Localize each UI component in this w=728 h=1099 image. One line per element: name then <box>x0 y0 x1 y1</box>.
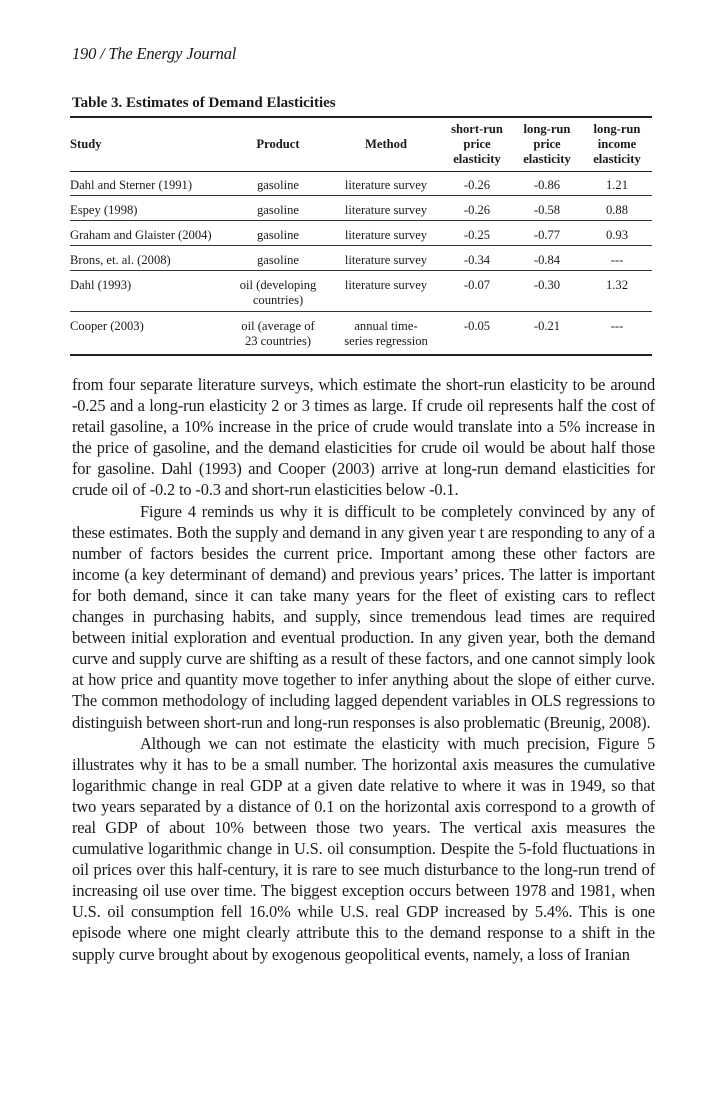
header-method: Method <box>365 136 407 151</box>
cell-method: literature survey <box>330 246 442 271</box>
paragraph: Although we can not estimate the elasticity with much precision, Figure 5 illustrates why it has to be a small number. The horizontal axis measures the cumulative logarithmic change in real GDP at a given date relative to where it was in 1949, so that two years separated by a distance of 0.1 on the horizontal axis correspond to a growth of real GDP of about 10% between those two years. The vertical axis measures the cumulative logarithmic change in U.S. oil consumption. Despite the 5-fold fluctuations in oil prices over this half-century, it is rare to see much disturbance to the long-run trend of increasing oil use over time. The biggest exception occurs between 1978 and 1981, when U.S. oil consumption fell 16.0% while U.S. real GDP increased by 5.4%. This is one episode where one might clearly attribute this to the demand response to a shift in the supply curve brought about by exogenous geopolitical events, namely, a loss of Iranian <box>72 733 655 964</box>
table-bottom-rule <box>70 354 652 356</box>
header-product: Product <box>256 136 300 151</box>
cell-study: Cooper (2003) <box>70 312 226 353</box>
header-long-run-income: long-run income elasticity <box>593 121 641 166</box>
cell-lr-income: 1.21 <box>605 178 629 192</box>
cell-product: gasoline <box>257 178 299 192</box>
table-row <box>70 271 652 312</box>
cell-method: literature survey <box>330 196 442 221</box>
cell-product: oil (developing countries) <box>226 271 330 312</box>
cell-sr-price: -0.07 <box>442 271 512 312</box>
cell-method: annual time- series regression <box>330 312 442 353</box>
table-row <box>70 170 652 196</box>
table-row <box>70 221 652 246</box>
table-header-row <box>70 118 652 170</box>
cell-sr-price: -0.26 <box>463 178 491 192</box>
cell-study: Dahl (1993) <box>70 271 226 312</box>
cell-method: literature survey <box>344 178 428 192</box>
header-study: Study <box>70 136 102 151</box>
table-title: Table 3. Estimates of Demand Elasticities <box>72 95 336 111</box>
cell-lr-price: -0.77 <box>512 221 582 246</box>
running-head: 190 / The Energy Journal <box>72 44 237 63</box>
table-row <box>70 246 652 271</box>
cell-product: gasoline <box>226 196 330 221</box>
table-row <box>70 312 652 353</box>
cell-lr-income: --- <box>582 246 652 271</box>
cell-lr-income: 1.32 <box>582 271 652 312</box>
cell-sr-price: -0.05 <box>442 312 512 353</box>
paragraph: from four separate literature surveys, which estimate the short-run elasticity to be around -0.25 and a long-run elasticity 2 or 3 times as large. If crude oil represents half the cost of retail gasoline, a 10% increase in the price of crude would translate into a 5% increase in the price of gasoline, and the demand elasticities for crude oil would be about half those for gasoline. Dahl (1993) and Cooper (2003) arrive at long-run demand elasticities for crude oil of -0.2 to -0.3 and short-run elasticities below -0.1. <box>72 375 655 500</box>
cell-lr-price: -0.21 <box>512 312 582 353</box>
cell-sr-price: -0.25 <box>442 221 512 246</box>
cell-sr-price: -0.26 <box>442 196 512 221</box>
cell-product: gasoline <box>226 221 330 246</box>
cell-lr-price: -0.58 <box>512 196 582 221</box>
cell-lr-price: -0.30 <box>512 271 582 312</box>
cell-study: Dahl and Sterner (1991) <box>70 178 193 192</box>
cell-lr-income: 0.93 <box>582 221 652 246</box>
table-row <box>70 196 652 221</box>
cell-product: gasoline <box>226 246 330 271</box>
cell-lr-income: 0.88 <box>582 196 652 221</box>
header-long-run-price: long-run price elasticity <box>523 121 571 166</box>
cell-method: literature survey <box>330 221 442 246</box>
header-short-run-price: short-run price elasticity <box>451 121 503 166</box>
cell-method: literature survey <box>330 271 442 312</box>
cell-study: Brons, et. al. (2008) <box>70 246 226 271</box>
cell-study: Espey (1998) <box>70 196 226 221</box>
cell-sr-price: -0.34 <box>442 246 512 271</box>
cell-lr-price: -0.86 <box>533 178 561 192</box>
elasticities-table <box>70 118 652 352</box>
body-text <box>72 374 655 965</box>
paragraph: Figure 4 reminds us why it is difficult to be completely convinced by any of these estimates. Both the supply and demand in any given year t are responding to any of a number of factors besides the current price. Important among these other factors are income (a key determinant of demand) and previous years’ prices. The latter is important for both demand, since it can take many years for the fleet of existing cars to reflect changes in purchasing habits, and supply, since tremendous lead times are required between initial exploration and eventual production. In any given year, both the demand curve and supply curve are shifting as a result of these factors, and one cannot simply look at how price and quantity move together to infer anything about the slope of either curve. The common methodology of including lagged dependent variables in OLS regressions to distinguish between short-run and long-run responses is also problematic (Breunig, 2008). <box>72 501 655 732</box>
cell-lr-income: --- <box>582 312 652 353</box>
cell-product: oil (average of 23 countries) <box>226 312 330 353</box>
cell-lr-price: -0.84 <box>512 246 582 271</box>
cell-study: Graham and Glaister (2004) <box>70 221 226 246</box>
